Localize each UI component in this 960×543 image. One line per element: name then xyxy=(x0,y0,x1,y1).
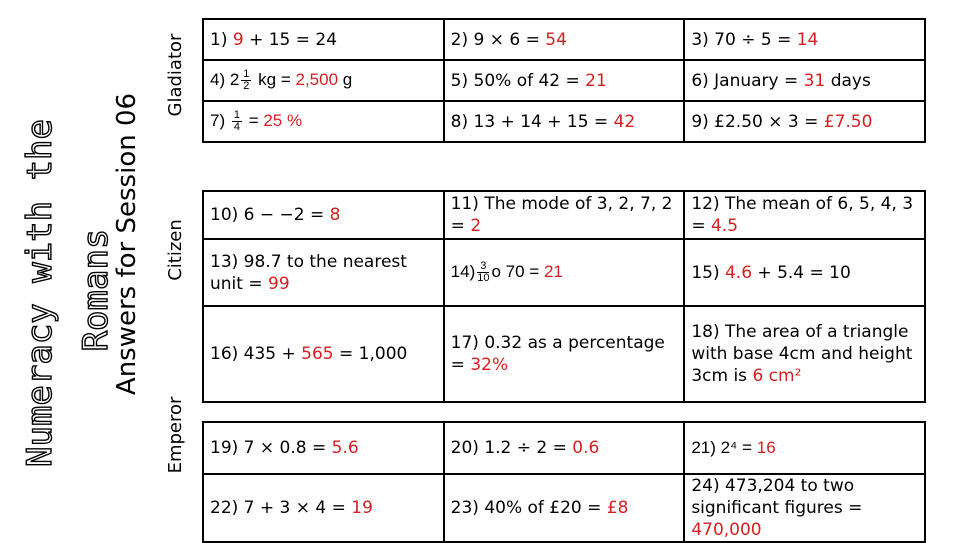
question-cell: 24) 473,204 to two significant figures = 470,000 xyxy=(684,474,925,542)
question-cell: 16) 435 + 565 = 1,000 xyxy=(203,306,444,402)
title-line1: Numeracy with the xyxy=(20,119,60,467)
question-cell: 9) £2.50 × 3 = £7.50 xyxy=(684,101,925,142)
question-cell: 23) 40% of £20 = £8 xyxy=(444,474,685,542)
question-cell: 8) 13 + 14 + 15 = 42 xyxy=(444,101,685,142)
question-cell: 21) 2⁴ = 16 xyxy=(684,422,925,474)
level-label-citizen: Citizen xyxy=(165,219,186,281)
question-cell: 4) 2 $\frac{1}{2}$ kg = 2,500 g xyxy=(203,60,444,101)
question-cell: 15) 4.6 + 5.4 = 10 xyxy=(684,239,925,306)
question-cell: 6) January = 31 days xyxy=(684,60,925,101)
question-cell: 13) 98.7 to the nearest unit = 99 xyxy=(203,239,444,306)
question-cell: 10) 6 − −2 = 8 xyxy=(203,191,444,239)
question-cell: 14) $\frac{3}{10}$ o 70 = 21 xyxy=(444,239,685,306)
question-cell: 19) 7 × 0.8 = 5.6 xyxy=(203,422,444,474)
question-cell: 12) The mean of 6, 5, 4, 3 = 4.5 xyxy=(684,191,925,239)
question-cell: 18) The area of a triangle with base 4cm and height 3cm is 6 cm² xyxy=(684,306,925,402)
session-subtitle: Answers for Session 06 xyxy=(112,92,142,396)
question-cell: 11) The mode of 3, 2, 7, 2 = 2 xyxy=(444,191,685,239)
question-cell: 17) 0.32 as a percentage = 32% xyxy=(444,306,685,402)
title-line2: Romans xyxy=(76,228,116,352)
gladiator-table xyxy=(202,18,926,143)
question-cell: 20) 1.2 ÷ 2 = 0.6 xyxy=(444,422,685,474)
question-cell: 1) 9 + 15 = 24 xyxy=(203,19,444,60)
level-label-emperor: Emperor xyxy=(165,396,186,474)
citizen-emperor-table xyxy=(202,190,926,543)
question-cell: 2) 9 × 6 = 54 xyxy=(444,19,685,60)
question-cell: 3) 70 ÷ 5 = 14 xyxy=(684,19,925,60)
question-cell: 5) 50% of 42 = 21 xyxy=(444,60,685,101)
question-cell: 22) 7 + 3 × 4 = 19 xyxy=(203,474,444,542)
level-label-gladiator: Gladiator xyxy=(165,33,186,117)
question-cell: 7) $\frac{1}{4}$ = 25 % xyxy=(203,101,444,142)
